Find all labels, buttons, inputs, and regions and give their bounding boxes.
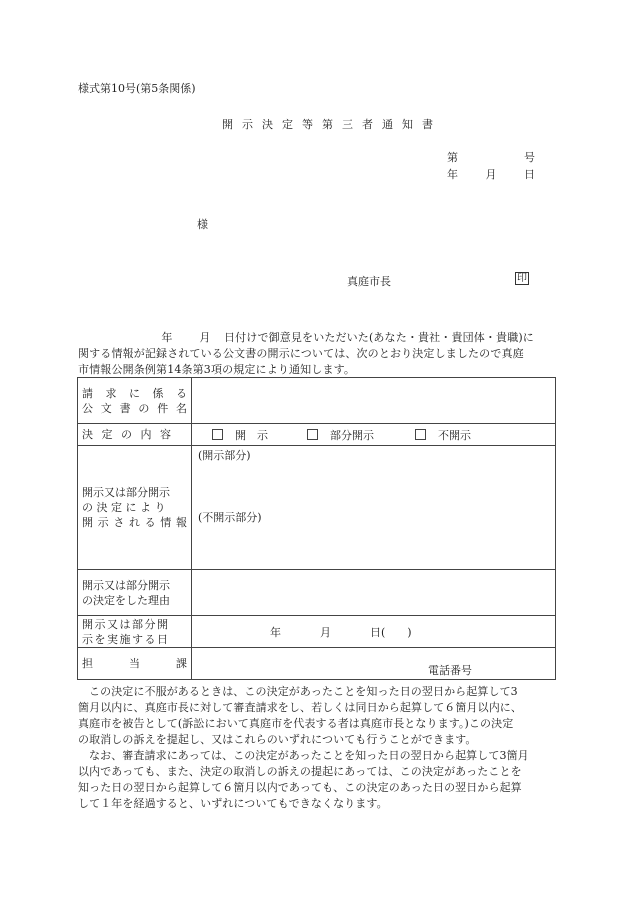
impl-month: 月 <box>320 625 331 639</box>
phone-label: 電話番号 <box>428 664 472 677</box>
disclosed-part-label: (開示部分) <box>198 449 251 462</box>
request-row <box>78 378 556 424</box>
checkbox-icon[interactable] <box>212 429 223 440</box>
intro-line-3: 市情報公開条例第14条第3項の規定により通知します。 <box>78 363 356 376</box>
reason-label-line-1: 開示又は部分開示 <box>82 578 170 592</box>
seal-mark: 印 <box>517 273 527 284</box>
intro-year: 年 <box>161 331 173 344</box>
intro-line-1 <box>78 330 556 346</box>
addressee-honorific: 様 <box>197 218 208 231</box>
decision-options-cell <box>192 424 556 446</box>
option-partial-label: 部分開示 <box>330 428 374 442</box>
request-value-cell[interactable] <box>192 378 556 424</box>
implementation-label <box>78 616 192 648</box>
closing-line: の取消しの訴えを提起し、又はこれらのいずれについても行うことができます。 <box>78 733 477 746</box>
issue-date-line <box>447 166 535 182</box>
checkbox-icon[interactable] <box>415 429 426 440</box>
intro-line-2: 関する情報が記録されている公文書の開示については、次のとおり決定しましたので真庭 <box>78 347 524 360</box>
date-month: 月 <box>485 168 497 181</box>
document-number-line <box>447 149 535 165</box>
info-value-cell[interactable] <box>192 446 556 570</box>
closing-line: 知った日の翌日から起算して６箇月以内であっても、この決定のあった日の翌日から起算 <box>78 781 522 794</box>
reason-label-line-2: の決定をした理由 <box>82 593 170 607</box>
intro-paragraph <box>78 330 556 378</box>
decision-row <box>78 424 556 446</box>
closing-line: なお、審査請求にあっては、この決定があったことを知った日の翌日から起算して3箇月 <box>89 749 529 762</box>
impl-year: 年 <box>270 625 281 639</box>
implementation-date-cell[interactable] <box>192 616 556 648</box>
request-label-line-2: 公 文 書 の 件 名 <box>82 401 187 415</box>
issuer-name: 真庭市長 <box>347 275 391 288</box>
option-disclose-label: 開 示 <box>235 428 268 442</box>
reason-label <box>78 570 192 616</box>
decision-label <box>78 424 192 446</box>
undisclosed-part-label: (不開示部分) <box>198 511 262 524</box>
intro-line-1-rest: 日付けで御意見をいただいた(あなた・貴社・貴団体・貴職)に <box>224 331 534 344</box>
option-partial-disclose[interactable] <box>307 427 415 443</box>
checkbox-icon[interactable] <box>307 429 318 440</box>
info-label-line-2: の 決 定 に よ り <box>82 501 166 514</box>
closing-line: 箇月以内に、真庭市長に対して審査請求をし、若しくは同日から起算して６箇月以内に、 <box>78 701 522 714</box>
closing-paragraph <box>78 684 558 812</box>
contact-label-text: 担 当 課 <box>82 657 187 670</box>
reason-row <box>78 570 556 616</box>
info-label <box>78 446 192 570</box>
option-non-disclose[interactable] <box>415 427 471 443</box>
notice-table <box>77 377 556 680</box>
date-day: 日 <box>524 168 535 181</box>
closing-line: して１年を経過すると、いずれについてもできなくなります。 <box>78 797 388 810</box>
info-cell-content <box>192 446 555 568</box>
decision-label-text: 決定の内容 <box>82 428 180 441</box>
impl-day: 日( ) <box>370 625 412 639</box>
date-year: 年 <box>447 168 458 181</box>
implementation-label-line-2: 示を実施する日 <box>82 632 170 646</box>
number-prefix: 第 <box>447 151 458 164</box>
info-label-line-3: 開 示 さ れ る 情 報 <box>82 516 187 529</box>
decision-options <box>192 427 555 443</box>
request-label-line-1: 請 求 に 係 る <box>82 386 187 400</box>
reason-value-cell[interactable] <box>192 570 556 616</box>
closing-line: この決定に不服があるときは、この決定があったことを知った日の翌日から起算して3 <box>89 685 518 698</box>
option-non-disclose-label: 不開示 <box>438 428 471 442</box>
closing-line: 以内であっても、また、決定の取消しの訴えの提起にあっては、この決定があったことを <box>78 765 522 778</box>
intro-month: 月 <box>199 331 211 344</box>
form-number: 様式第10号(第5条関係) <box>78 82 196 95</box>
info-label-line-1: 開示又は部分開示 <box>82 486 170 499</box>
document-title: 開示決定等第三者通知書 <box>222 118 442 131</box>
implementation-label-line-1: 開示又は部分開 <box>82 617 170 631</box>
contact-label <box>78 648 192 680</box>
contact-row <box>78 648 556 680</box>
implementation-row <box>78 616 556 648</box>
closing-line: 真庭市を被告として(訴訟において真庭市を代表する者は真庭市長となります。)この決定 <box>78 717 514 730</box>
info-row <box>78 446 556 570</box>
option-disclose[interactable] <box>212 427 307 443</box>
number-suffix: 号 <box>524 151 535 164</box>
request-label <box>78 378 192 424</box>
contact-value-cell[interactable] <box>192 648 556 680</box>
